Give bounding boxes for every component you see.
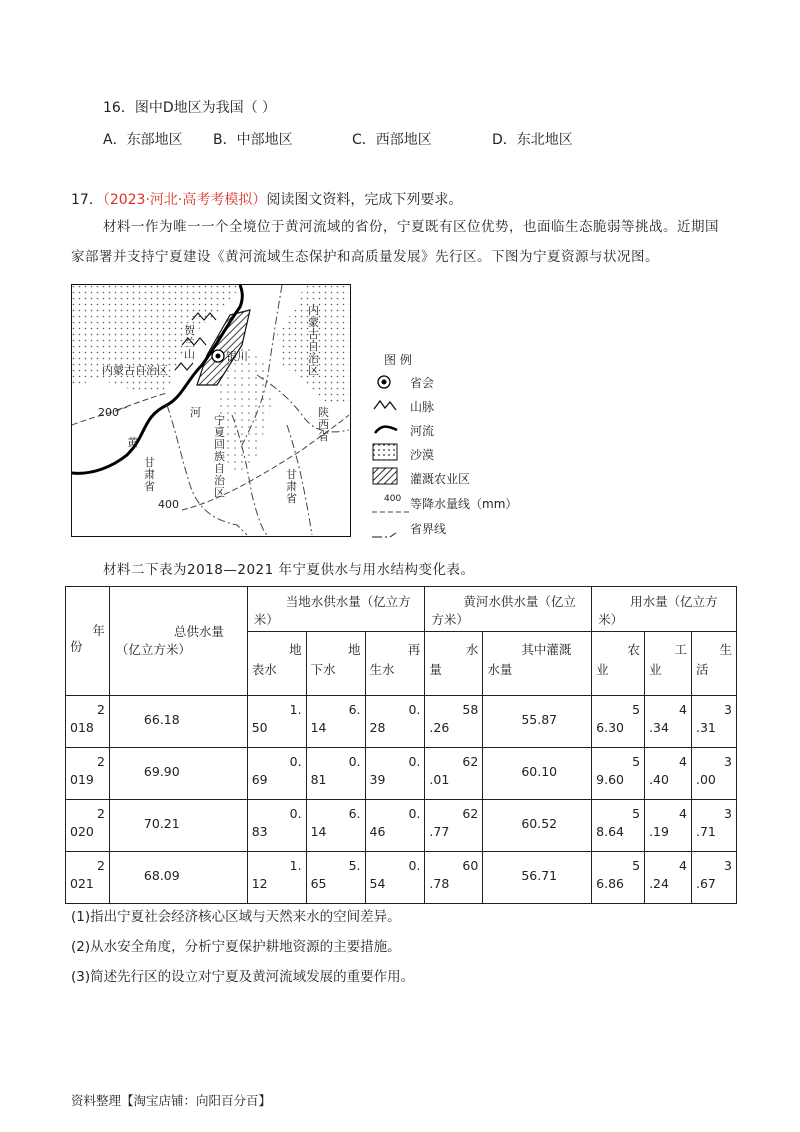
cell-agriculture: 5 8.64 (592, 800, 645, 852)
cell-industry: 4 .40 (645, 748, 692, 800)
cell-surface: 0. 83 (247, 800, 306, 852)
legend-irrigation: 灌溉农业区 (410, 472, 471, 486)
header-water-use: 用水量（亿立方米） (592, 587, 737, 632)
legend-boundary: 省界线 (410, 522, 447, 536)
cell-total: 68.09 (109, 852, 247, 904)
question-2: (2)从水安全角度，分析宁夏保护耕地资源的主要措施。 (71, 939, 401, 955)
label-isoline-200: 200 (98, 406, 119, 419)
label-shaanxi: 陕 西 省 (318, 406, 329, 443)
cell-year: 2 020 (66, 800, 110, 852)
cell-irrigation: 60.10 (483, 748, 592, 800)
table-row (66, 748, 737, 800)
boundary-icon (372, 524, 406, 543)
cell-irrigation: 55.87 (483, 696, 592, 748)
sub-ground: 地 下水 (306, 632, 365, 696)
irrigation-icon (372, 467, 398, 489)
q16-option-c: C．西部地区 (352, 132, 432, 148)
cell-total: 70.21 (109, 800, 247, 852)
material1-line2: 家部署并支持宁夏建设《黄河流域生态保护和高质量发展》先行区。下图为宁夏资源与状况图。 (71, 249, 659, 265)
cell-yellow-amount: 62 .01 (425, 748, 483, 800)
cell-total: 66.18 (109, 696, 247, 748)
cell-ground: 6. 14 (306, 800, 365, 852)
capital-icon (376, 374, 392, 394)
cell-year: 2 019 (66, 748, 110, 800)
cell-ground: 5. 65 (306, 852, 365, 904)
q17-stem: 阅读图文资料，完成下列要求。 (266, 192, 463, 208)
header-local-water: 当地水供水量（亿立方米） (247, 587, 425, 632)
mountain-icon (372, 397, 398, 417)
cell-surface: 1. 50 (247, 696, 306, 748)
cell-agriculture: 5 6.30 (592, 696, 645, 748)
legend-river: 河流 (410, 424, 435, 438)
cell-irrigation: 60.52 (483, 800, 592, 852)
label-river-he: 河 (190, 406, 201, 419)
cell-yellow-amount: 62 .77 (425, 800, 483, 852)
legend-isoline: 等降水量线（mm） (410, 497, 518, 511)
cell-industry: 4 .24 (645, 852, 692, 904)
q16-stem: 16．图中D地区为我国（ ） (103, 100, 277, 116)
label-yinchuan: 银川 (226, 350, 248, 363)
cell-recycled: 0. 28 (365, 696, 425, 748)
cell-year: 2 018 (66, 696, 110, 748)
river-icon (373, 421, 399, 441)
cell-agriculture: 5 9.60 (592, 748, 645, 800)
cell-industry: 4 .19 (645, 800, 692, 852)
legend-mountain: 山脉 (410, 400, 435, 414)
cell-ground: 6. 14 (306, 696, 365, 748)
q17-number: 17． (71, 192, 103, 208)
cell-surface: 0. 69 (247, 748, 306, 800)
legend-capital: 省会 (410, 376, 435, 390)
table-row (66, 696, 737, 748)
sub-surface: 地 表水 (247, 632, 306, 696)
header-year: 年 份 (66, 587, 110, 696)
cell-recycled: 0. 54 (365, 852, 425, 904)
table-row (66, 852, 737, 904)
q17-source: （2023·河北·高考考模拟） (102, 192, 267, 208)
material1-line1: 材料一作为唯一一个全境位于黄河流域的省份，宁夏既有区位优势，也面临生态脆弱等挑战。近期国 (103, 219, 719, 235)
legend-desert: 沙漠 (410, 448, 435, 462)
q16-option-a: A．东部地区 (103, 132, 183, 148)
sub-industry: 工 业 (645, 632, 692, 696)
water-table (65, 586, 737, 904)
cell-agriculture: 5 6.86 (592, 852, 645, 904)
desert-icon (372, 443, 398, 465)
cell-domestic: 3 .67 (691, 852, 736, 904)
cell-recycled: 0. 46 (365, 800, 425, 852)
cell-domestic: 3 .00 (691, 748, 736, 800)
sub-agriculture: 农 业 (592, 632, 645, 696)
sub-recycled: 再 生水 (365, 632, 425, 696)
label-river-huang: 黄 (127, 436, 138, 449)
sub-domestic: 生 活 (691, 632, 736, 696)
sub-yellow-amount: 水 量 (425, 632, 483, 696)
q16-option-d: D．东北地区 (492, 132, 573, 148)
cell-domestic: 3 .31 (691, 696, 736, 748)
label-inner-mongolia-left: 内蒙古自治区 (102, 364, 168, 377)
legend-title: 图 例 (384, 353, 412, 367)
label-gansu-left: 甘 肃 省 (144, 456, 155, 493)
legend-isoline-sample: 400 (384, 494, 402, 504)
header-yellow-river-water: 黄河水供水量（亿立方米） (425, 587, 592, 632)
q17-header (71, 189, 462, 209)
label-ningxia: 宁 夏 回 族 自 治 区 (214, 414, 225, 499)
question-3: (3)简述先行区的设立对宁夏及黄河流域发展的重要作用。 (71, 969, 415, 985)
cell-recycled: 0. 39 (365, 748, 425, 800)
table-row (66, 800, 737, 852)
label-helan-mountain: 贺 兰 山 (184, 324, 195, 361)
sub-irrigation: 其中灌溉 水量 (483, 632, 592, 696)
cell-yellow-amount: 58 .26 (425, 696, 483, 748)
ningxia-map (71, 284, 351, 537)
footer-source: 资料整理【淘宝店铺：向阳百分百】 (71, 1093, 272, 1108)
cell-surface: 1. 12 (247, 852, 306, 904)
cell-total: 69.90 (109, 748, 247, 800)
cell-domestic: 3 .71 (691, 800, 736, 852)
cell-industry: 4 .34 (645, 696, 692, 748)
question-1: (1)指出宁夏社会经济核心区域与天然来水的空间差异。 (71, 909, 401, 925)
material2: 材料二下表为2018—2021 年宁夏供水与用水结构变化表。 (103, 562, 475, 578)
label-gansu-right: 甘 肃 省 (286, 468, 297, 505)
label-isoline-400: 400 (158, 498, 179, 511)
header-total-supply: 总供水量（亿立方米） (109, 587, 247, 696)
label-inner-mongolia-right: 内 蒙 古 自 治 区 (308, 304, 319, 377)
cell-irrigation: 56.71 (483, 852, 592, 904)
cell-year: 2 021 (66, 852, 110, 904)
cell-yellow-amount: 60 .78 (425, 852, 483, 904)
cell-ground: 0. 81 (306, 748, 365, 800)
q16-option-b: B．中部地区 (213, 132, 293, 148)
